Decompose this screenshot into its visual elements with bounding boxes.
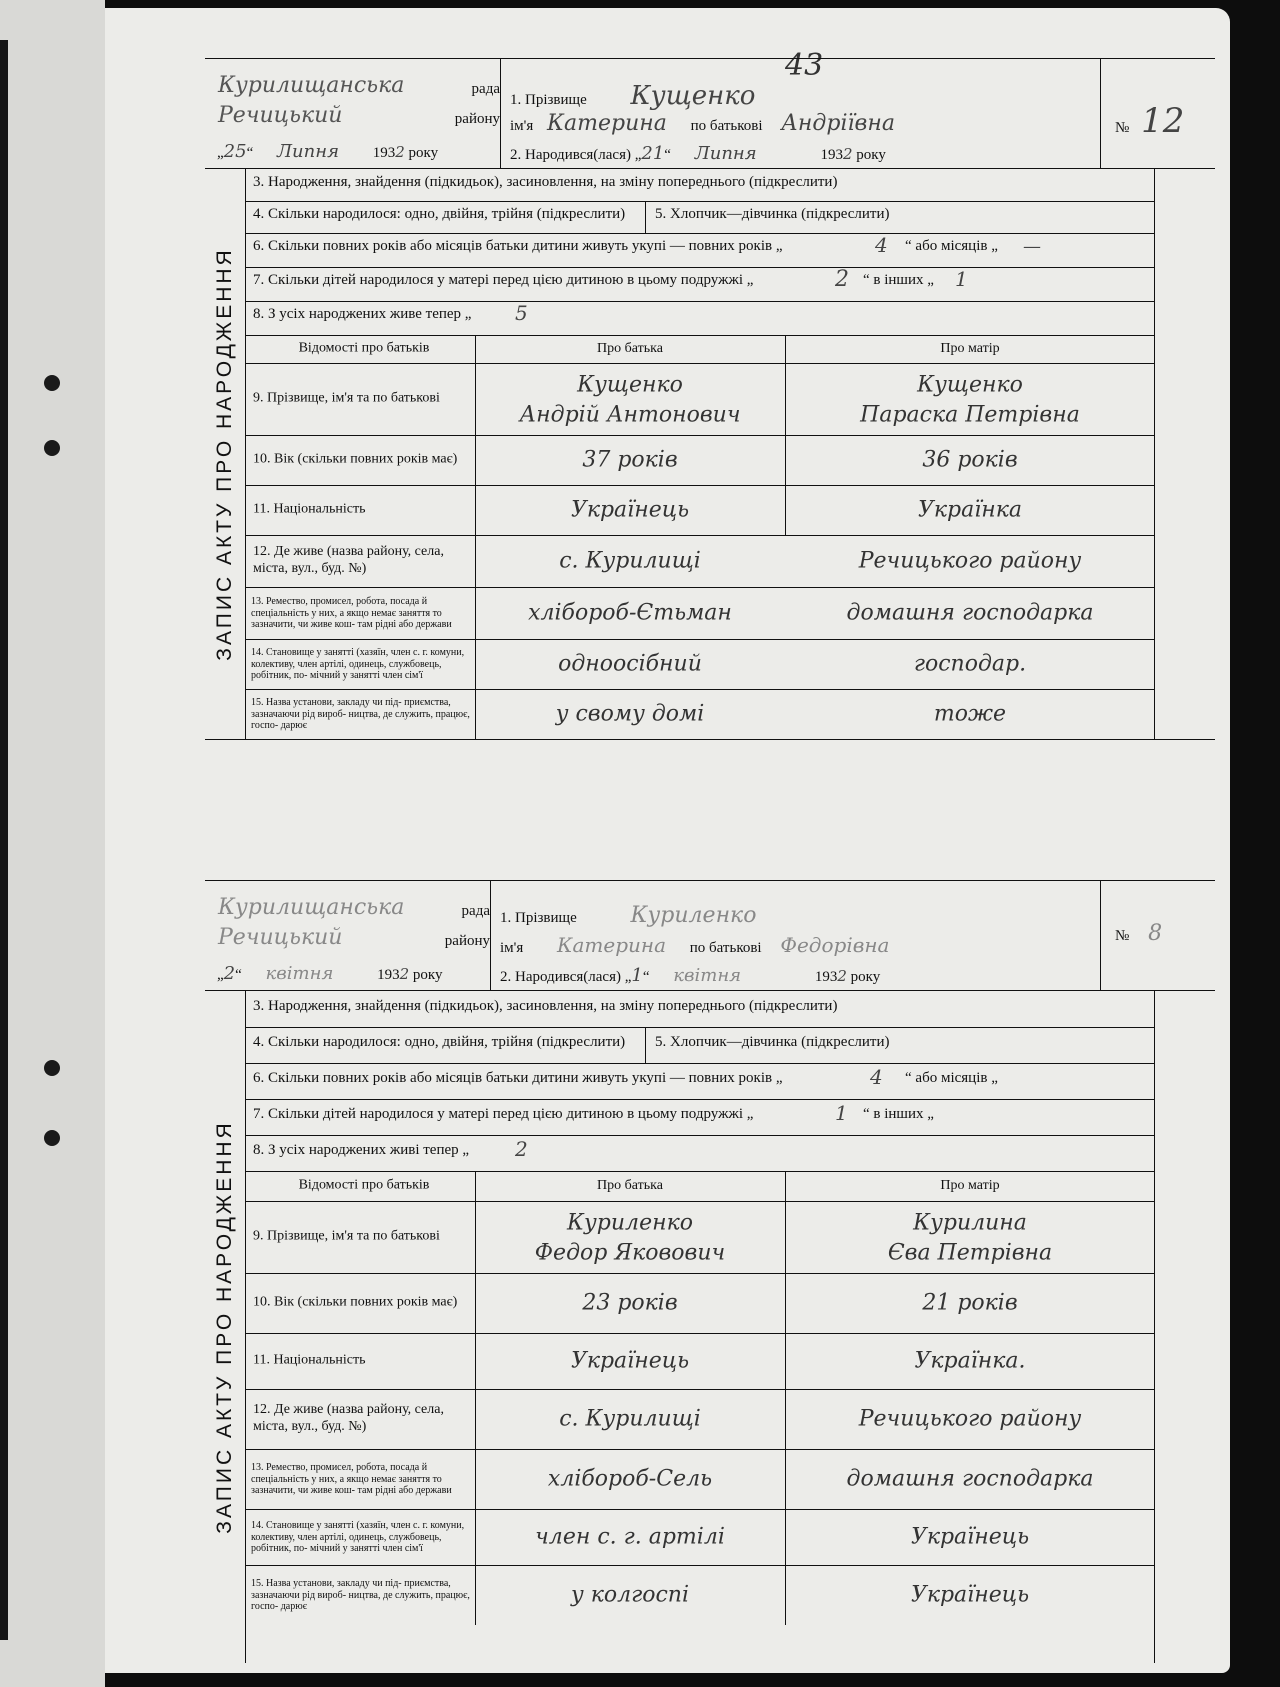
card1-patronymic: Андріївна: [781, 111, 895, 136]
card2-header: [205, 880, 1215, 991]
card2-name: Катерина: [557, 933, 666, 957]
form-label: 11. Національність: [253, 501, 366, 517]
form-label: 9. Прізвище, ім'я та по батькові: [253, 1228, 440, 1244]
card1-position-2: господар.: [913, 651, 1027, 677]
card1-children-other: 1: [955, 267, 968, 291]
roku-label: року: [412, 967, 443, 983]
card2-patronymic: Федорівна: [780, 933, 890, 957]
born-year-label: 193: [820, 147, 843, 163]
punch-hole: [44, 440, 60, 456]
card2-father-name: Федор Яковович: [534, 1240, 726, 1266]
card2-father-nationality: Українець: [570, 1348, 690, 1374]
year-label: 193: [377, 967, 400, 983]
punch-hole: [44, 1060, 60, 1076]
card1-raion-value: Речицький: [218, 103, 343, 128]
card1-mother-age: 36 років: [922, 447, 1018, 473]
card2-institution-1: у колгоспі: [570, 1582, 690, 1608]
card2-surname-line: [500, 903, 756, 928]
card1-date-line: „25“ Липня 1932 року: [217, 141, 439, 162]
card1-row-8: [245, 301, 1155, 336]
patronymic-label: по батькові: [690, 118, 763, 134]
card2-row-6: [245, 1063, 1155, 1100]
card2-occupation-2: домашня господарка: [846, 1466, 1094, 1492]
card2-row-4-5: [245, 1027, 1155, 1064]
form-label: 13. Ремество, промисел, робота, посада й спеціальність у них, а якщо немає заняття то зазначити, чи живе кош- там рідні або держави: [251, 595, 452, 630]
form-label: “ або місяців „: [905, 238, 998, 254]
mother-header: Про матір: [940, 341, 1000, 356]
form-label: 4. Скільки народилося: одно, двійня, трійня (підкреслити): [253, 1034, 626, 1050]
patronymic-label: по батькові: [689, 940, 762, 956]
born-label: 2. Народився(лася): [500, 969, 621, 985]
card1-born-day: 21: [641, 143, 665, 164]
surname-label: 1. Прізвище: [500, 910, 577, 926]
card1-vertical-title: [205, 169, 246, 739]
card2-parents-table: [245, 1171, 1155, 1663]
rada-label: рада: [471, 81, 500, 97]
born-label: 2. Народився(лася): [510, 147, 631, 163]
name-label: ім'я: [500, 940, 524, 956]
card2-born-day: 1: [631, 965, 643, 986]
card1-name: Катерина: [547, 111, 667, 136]
card1-born-month: Липня: [694, 143, 757, 164]
card1-body: [205, 168, 1215, 740]
father-header: Про батька: [597, 1178, 663, 1193]
form-label: 3. Народження, знайдення (підкидьок), засиновлення, на зміну попереднього (підкреслити): [253, 174, 838, 190]
card1-born-year: 2: [842, 145, 853, 163]
card2-years-together: 4: [870, 1065, 883, 1089]
raion-label: району: [444, 933, 490, 949]
raion-label: району: [454, 111, 500, 127]
card1-occupation-2: домашня господарка: [846, 600, 1094, 626]
card2-name-line: [500, 933, 889, 957]
top-note: 43: [785, 48, 824, 83]
card1-number-field: [1115, 101, 1184, 141]
number-label: №: [1115, 928, 1130, 944]
parents-header: Відомості про батьків: [298, 1177, 430, 1193]
card2-body: [205, 990, 1215, 1663]
card2-residence-2: Речицького району: [858, 1406, 1082, 1432]
name-label: ім'я: [510, 118, 534, 134]
form-label: 6. Скільки повних років або місяців батьки дитини живуть укупі — повних років „: [253, 1070, 783, 1086]
card2-born-month: квітня: [673, 965, 742, 986]
form-label: 12. Де живе (назва району, села, міста, вул., буд. №): [253, 544, 444, 576]
form-label: 11. Національність: [253, 1352, 366, 1368]
year-label: 193: [372, 145, 396, 161]
form-label: “ в інших „: [863, 1106, 934, 1122]
form-label: 7. Скільки дітей народилося у матері перед цією дитиною в цьому подружжі „: [253, 272, 754, 288]
card1-months-together: —: [1023, 236, 1041, 257]
card1-father-age: 37 років: [582, 447, 678, 473]
card1-date-month: Липня: [277, 141, 339, 162]
form-label: 10. Вік (скільки повних років має): [253, 1294, 458, 1310]
card1-residence-2: Речицького району: [858, 548, 1082, 574]
card2-date-day: 2: [223, 963, 236, 984]
card1-mother-nationality: Українка: [917, 497, 1023, 523]
card1-row-3: [245, 169, 1155, 202]
card1-institution-1: у свому домі: [555, 701, 705, 727]
form-label: 5. Хлопчик—дівчинка (підкреслити): [655, 206, 890, 222]
card2-position-2: Українець: [910, 1524, 1030, 1550]
card1-years-together: 4: [875, 233, 888, 257]
form-label: “ в інших „: [863, 272, 934, 288]
card1-mother-surname: Кущенко: [917, 372, 1023, 398]
card2-rada-value: Курилищанська: [218, 895, 405, 920]
roku-label: року: [850, 969, 881, 985]
card1-alive-now: 5: [515, 301, 528, 325]
card2-occupation-1: хлібороб-Сель: [547, 1466, 713, 1492]
surname-label: 1. Прізвище: [510, 92, 587, 108]
binding-edge: [0, 40, 8, 1640]
card2-row-8: [245, 1135, 1155, 1172]
form-label: 8. З усіх народжених живе тепер „: [253, 306, 472, 322]
form-label: 14. Становище у занятті (хазяїн, член с. г. комуни, колективу, член артілі, одинець, службовець, робітник, по- мічний у занятті член сім'ї: [251, 1519, 465, 1554]
form-label: 4. Скільки народилося: одно, двійня, трійня (підкреслити): [253, 206, 626, 222]
form-label: 13. Ремество, промисел, робота, посада й спеціальність у них, а якщо немає заняття то зазначити, чи живе кош- там рідні або держави: [251, 1461, 452, 1496]
card2-institution-2: Українець: [910, 1582, 1030, 1608]
card1-date-day: 25: [223, 141, 247, 162]
form-label: 15. Назва установи, закладу чи під- приємства, зазначаючи рід вироб- ництва, де служить, працює, госпо- дарює: [251, 1577, 470, 1612]
card2-position-1: член с. г. артілі: [535, 1524, 725, 1550]
card2-date-month: квітня: [265, 963, 334, 984]
card1-row-6: [245, 233, 1155, 268]
card2-vertical-title: [205, 991, 246, 1663]
form-label: 9. Прізвище, ім'я та по батькові: [253, 390, 440, 406]
born-year-label: 193: [814, 969, 838, 985]
card2-children-this-marriage: 1: [835, 1101, 848, 1125]
card1-row-4-5: [245, 201, 1155, 234]
form-label: ЗАПИС АКТУ ПРО НАРОДЖЕННЯ: [213, 247, 236, 661]
card2-number-field: [1115, 921, 1162, 946]
card2-row-3: [245, 991, 1155, 1028]
card2-number: 8: [1148, 921, 1163, 946]
card1-residence-1: с. Курилищі: [559, 548, 701, 574]
card2-father-age: 23 років: [582, 1290, 678, 1316]
punch-hole: [44, 375, 60, 391]
roku-label: року: [856, 147, 886, 163]
card2-born-year: 2: [837, 967, 847, 985]
form-label: 14. Становище у занятті (хазяїн, член с. г. комуни, колективу, член артілі, одинець, службовець, робітник, по- мічний у занятті член сім'ї: [251, 646, 465, 681]
card1-occupation-1: хлібороб-Єтьман: [528, 600, 732, 626]
card1-born-line: 2. Народився(лася) „21“ Липня 1932 року: [510, 143, 886, 164]
card2-date-line: „2“ квітня 1932 року: [217, 963, 443, 984]
card1-surname: Кущенко: [630, 81, 756, 111]
roku-label: року: [408, 145, 439, 161]
form-label: 5. Хлопчик—дівчинка (підкреслити): [655, 1034, 890, 1050]
card1-header: [205, 58, 1215, 169]
card2-mother-name: Єва Петрівна: [887, 1240, 1053, 1266]
form-label: 10. Вік (скільки повних років має): [253, 451, 458, 467]
card2-raion-value: Речицький: [218, 925, 343, 950]
card2-right-column: [1154, 991, 1215, 1663]
card1-father-nationality: Українець: [570, 497, 690, 523]
card2-mother-nationality: Українка.: [914, 1348, 1026, 1374]
card2-mother-age: 21 років: [922, 1290, 1018, 1316]
register-page: [105, 8, 1230, 1673]
card1-father-name: Андрій Антонович: [519, 402, 741, 428]
card2-father-surname: Куриленко: [567, 1210, 693, 1236]
card1-position-1: одноосібний: [558, 651, 702, 677]
card1-row-7: [245, 267, 1155, 302]
punch-hole: [44, 1130, 60, 1146]
card1-institution-2: тоже: [933, 701, 1007, 727]
father-header: Про батька: [597, 341, 663, 356]
form-label: 15. Назва установи, закладу чи під- приємства, зазначаючи рід вироб- ництва, де служить, працює, госпо- дарює: [251, 696, 470, 731]
card2-row-7: [245, 1099, 1155, 1136]
binding-strip: [0, 0, 105, 1687]
card1-right-column: [1154, 169, 1215, 739]
card2-surname: Куриленко: [630, 903, 757, 928]
form-label: 7. Скільки дітей народилося у матері перед цією дитиною в цьому подружжі „: [253, 1106, 754, 1122]
form-label: 6. Скільки повних років або місяців батьки дитини живуть укупі — повних років „: [253, 238, 783, 254]
form-label: ЗАПИС АКТУ ПРО НАРОДЖЕННЯ: [213, 1120, 236, 1534]
card2-born-line: 2. Народився(лася) „1“ квітня 1932 року: [500, 965, 881, 986]
card1-date-year: 2: [395, 143, 405, 161]
mother-header: Про матір: [940, 1178, 1000, 1193]
form-label: 3. Народження, знайдення (підкидьок), засиновлення, на зміну попереднього (підкреслити): [253, 998, 838, 1014]
card2-residence-1: с. Курилищі: [559, 1406, 701, 1432]
card2-mother-surname: Курилина: [913, 1210, 1027, 1236]
card1-mother-name: Параска Петрівна: [860, 402, 1080, 428]
card1-children-this-marriage: 2: [835, 267, 849, 292]
card1-surname-line: [510, 81, 755, 111]
parents-header: Відомості про батьків: [298, 340, 430, 356]
form-label: “ або місяців „: [905, 1070, 998, 1086]
card2-date-year: 2: [399, 965, 410, 983]
card2-alive-now: 2: [515, 1137, 528, 1161]
form-label: 8. З усіх народжених живі тепер „: [253, 1142, 470, 1158]
card1-parents-table: [245, 335, 1155, 739]
form-label: 12. Де живе (назва району, села, міста, вул., буд. №): [253, 1402, 444, 1434]
card1-rada-value: Курилищанська: [218, 73, 405, 98]
number-label: №: [1115, 120, 1130, 136]
card1-number: 12: [1141, 101, 1185, 141]
card1-name-line: [510, 111, 895, 136]
card1-father-surname: Кущенко: [577, 372, 683, 398]
rada-label: рада: [461, 903, 490, 919]
